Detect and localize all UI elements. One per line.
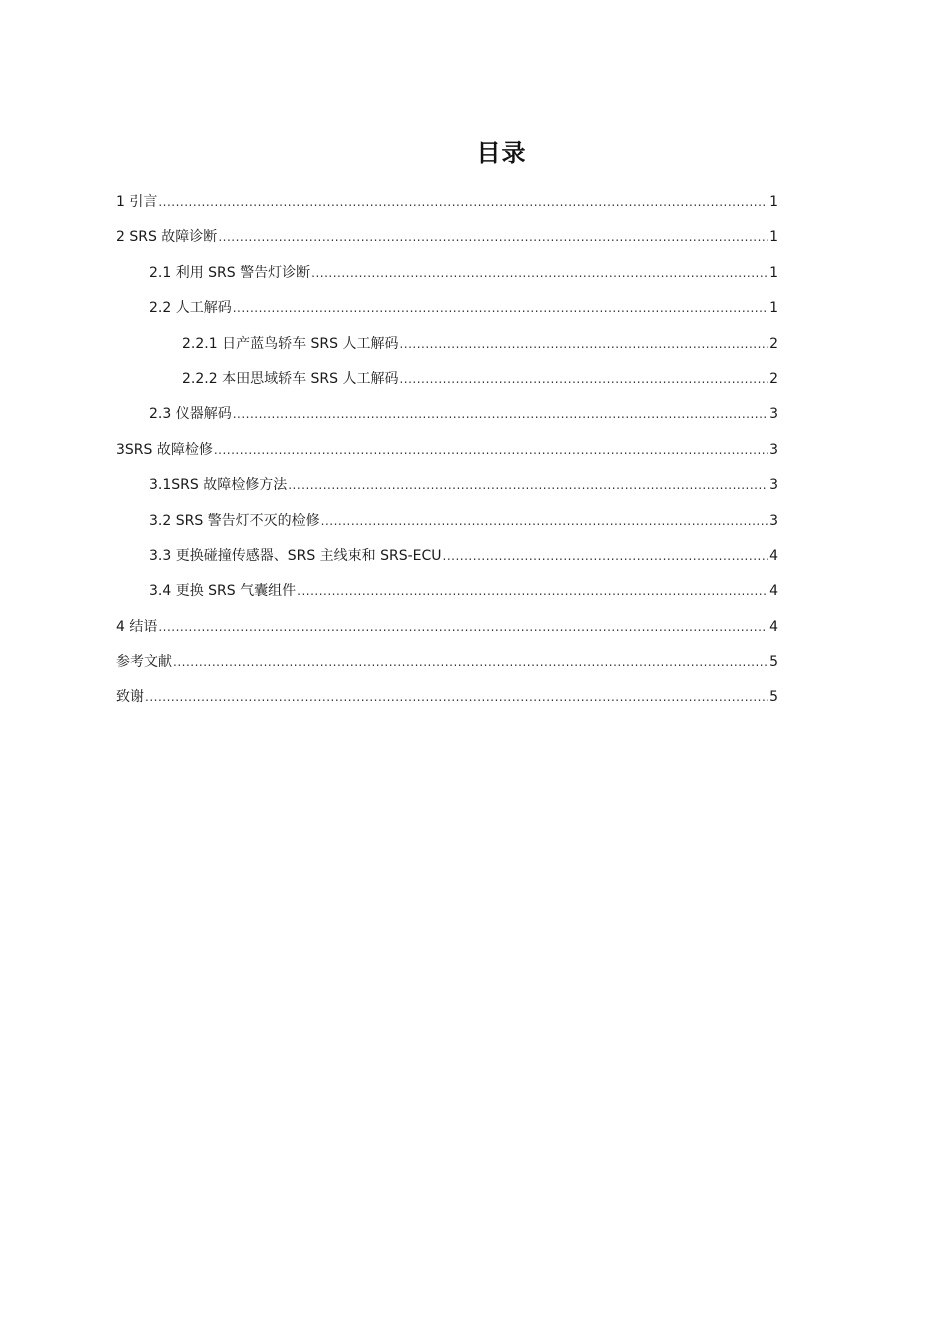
toc-dot-leader bbox=[158, 186, 768, 218]
toc-entry-text: 3SRS 故障检修 bbox=[116, 441, 213, 458]
toc-dot-leader bbox=[288, 469, 768, 501]
toc-entry-text: 3.4 更换 SRS 气囊组件 bbox=[149, 583, 297, 600]
toc-entry-conclusion[interactable] bbox=[116, 611, 778, 646]
toc-entry-text: 2.1 利用 SRS 警告灯诊断 bbox=[149, 264, 311, 281]
toc-dot-leader bbox=[399, 328, 768, 360]
toc-entry-text: 2 SRS 故障诊断 bbox=[116, 229, 218, 246]
toc-page-number: 5 bbox=[769, 654, 778, 671]
toc-entry-text: 2.2 人工解码 bbox=[149, 300, 232, 317]
toc-page-number: 3 bbox=[769, 477, 778, 494]
toc-dot-leader bbox=[311, 257, 768, 289]
toc-dot-leader bbox=[321, 505, 768, 537]
toc-entry-nissan-decoding[interactable] bbox=[116, 328, 778, 363]
toc-entry-instrument-decoding[interactable] bbox=[116, 398, 778, 433]
toc-entry-warning-light-diagnosis[interactable] bbox=[116, 257, 778, 292]
toc-page-number: 4 bbox=[769, 583, 778, 600]
toc-page-number: 1 bbox=[769, 229, 778, 246]
toc-entry-replace-sensors[interactable] bbox=[116, 540, 778, 575]
toc-dot-leader bbox=[218, 221, 768, 253]
toc-entry-text: 3.1SRS 故障检修方法 bbox=[149, 477, 288, 494]
toc-page-number: 1 bbox=[769, 264, 778, 281]
toc-page-number: 2 bbox=[769, 335, 778, 352]
toc-dot-leader bbox=[158, 611, 768, 643]
toc-page-number: 1 bbox=[769, 300, 778, 317]
toc-entry-text: 3.3 更换碰撞传感器、SRS 主线束和 SRS-ECU bbox=[149, 547, 442, 564]
toc-title: 目录 bbox=[476, 139, 527, 167]
toc-entry-honda-decoding[interactable] bbox=[116, 363, 778, 398]
toc-page-number: 3 bbox=[769, 406, 778, 423]
toc-entry-text: 2.2.1 日产蓝鸟轿车 SRS 人工解码 bbox=[182, 335, 399, 352]
toc-dot-leader bbox=[145, 681, 768, 713]
toc-entry-text: 1 引言 bbox=[116, 194, 158, 210]
toc-page-number: 3 bbox=[769, 441, 778, 458]
toc-list bbox=[116, 186, 778, 717]
toc-entry-text: 2.3 仪器解码 bbox=[149, 406, 232, 423]
toc-entry-text: 4 结语 bbox=[116, 618, 158, 635]
toc-entry-manual-decoding[interactable] bbox=[116, 292, 778, 327]
toc-page-number: 4 bbox=[769, 618, 778, 635]
toc-entry-warning-light-repair[interactable] bbox=[116, 505, 778, 540]
toc-page-number: 2 bbox=[769, 370, 778, 387]
toc-page-number: 4 bbox=[769, 547, 778, 564]
toc-entry-srs-repair[interactable] bbox=[116, 434, 778, 469]
toc-page-number: 5 bbox=[769, 689, 778, 706]
toc-dot-leader bbox=[233, 398, 768, 430]
toc-page-number: 3 bbox=[769, 512, 778, 529]
toc-entry-text: 致谢 bbox=[116, 689, 144, 706]
toc-dot-leader bbox=[173, 646, 768, 678]
toc-entry-intro[interactable] bbox=[116, 186, 778, 221]
toc-entry-text: 2.2.2 本田思域轿车 SRS 人工解码 bbox=[182, 370, 399, 387]
toc-entry-text: 参考文献 bbox=[116, 654, 172, 671]
toc-dot-leader bbox=[297, 575, 768, 607]
toc-dot-leader bbox=[214, 434, 768, 466]
toc-entry-text: 3.2 SRS 警告灯不灭的检修 bbox=[149, 512, 320, 529]
toc-entry-acknowledgements[interactable] bbox=[116, 681, 778, 716]
toc-page-number: 1 bbox=[769, 194, 778, 210]
toc-dot-leader bbox=[443, 540, 769, 572]
toc-entry-references[interactable] bbox=[116, 646, 778, 681]
toc-entry-repair-methods[interactable] bbox=[116, 469, 778, 504]
toc-dot-leader bbox=[233, 292, 768, 324]
toc-entry-replace-airbag[interactable] bbox=[116, 575, 778, 610]
toc-entry-srs-diagnosis[interactable] bbox=[116, 221, 778, 256]
toc-dot-leader bbox=[399, 363, 768, 395]
